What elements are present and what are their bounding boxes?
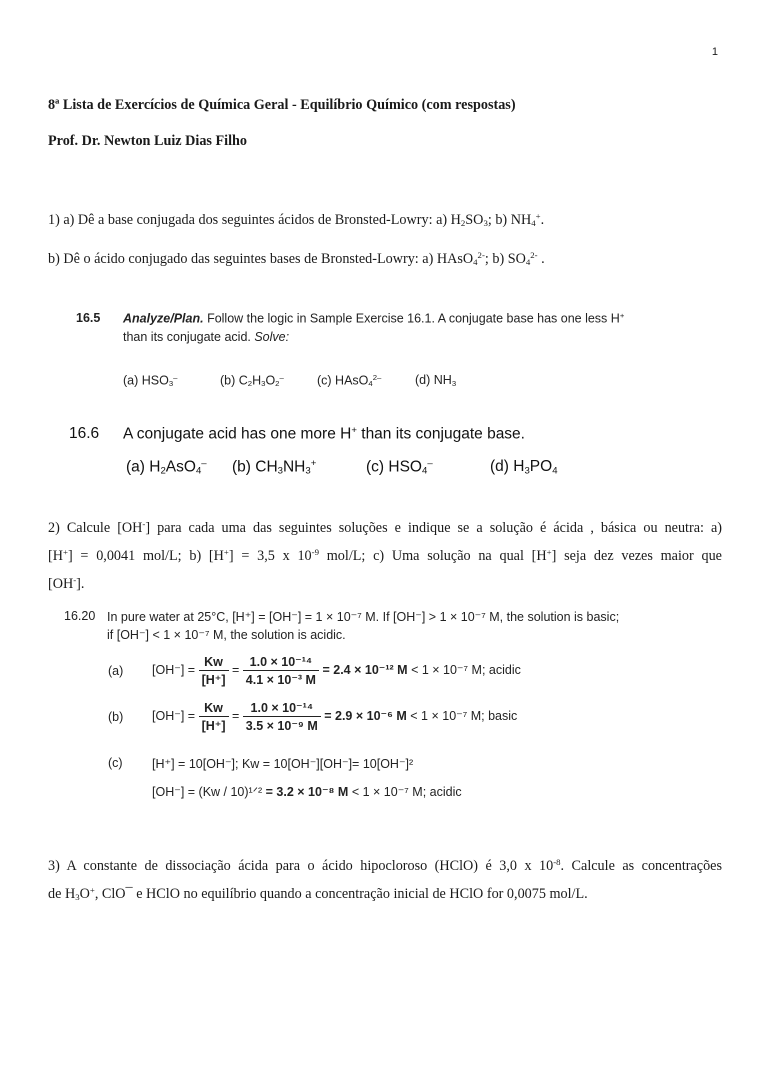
answer-16-6-b: (b) $CH_3NH_3^+$ bbox=[232, 458, 317, 477]
answer-16-20-line1: In pure water at 25°C, [H⁺] = [OH⁻] = 1 × 10⁻⁷ M. If [OH⁻] > 1 × 10⁻⁷ M, the solution is basic; bbox=[107, 610, 620, 624]
answer-16-6-c: (c) $HSO_4^-$ bbox=[366, 458, 433, 477]
answer-16-5-c: (c) HAsO$_4^{2-}$ bbox=[317, 373, 382, 389]
answer-b-label: (b) bbox=[108, 710, 124, 724]
answer-16-20-number: 16.20 bbox=[64, 609, 96, 623]
answer-b-equation: [OH⁻] = $\frac{Kw}{[H^+]}$ = $\frac{\text{1.0 × 10⁻¹⁴}}{\text{3.5 × 10⁻⁹ M}}$ = 2.9 × 10⁻⁶ M < 1 × 10⁻⁷ M; basic bbox=[152, 700, 518, 733]
answer-c-line2: [OH⁻] = (Kw / 10)¹ᐟ² = 3.2 × 10⁻⁸ M < 1 × 10⁻⁷ M; acidic bbox=[152, 785, 462, 799]
question-1a: 1) a) Dê a base conjugada dos seguintes ácidos de Bronsted-Lowry: a) $H_2SO_3$; b) $NH_4^+$. bbox=[48, 211, 545, 229]
answer-c-line1: [H⁺] = 10[OH⁻]; Kw = 10[OH⁻][OH⁻]= 10[OH⁻]² bbox=[152, 757, 414, 771]
question-1b: b) Dê o ácido conjugado das seguintes bases de Bronsted-Lowry: a) HAsO$_4^{2-}$; b) $SO_4^{2-}$ . bbox=[48, 250, 545, 268]
answer-16-5-number: 16.5 bbox=[76, 311, 101, 325]
answer-16-6-a: (a) $H_2AsO_4^-$ bbox=[126, 458, 207, 477]
question-2-line2: [H+] = 0,0041 mol/L; b) [H+] = 3,5 x $10^{-9}$ mol/L; c) Uma solução na qual [H+] seja dez vezes maior que bbox=[48, 547, 722, 564]
question-2-line3: [OH-]. bbox=[48, 575, 85, 592]
question-2-line1: 2) Calcule [OH-] para cada uma das seguintes soluções e indique se a solução é ácida , básica ou neutra: a) bbox=[48, 519, 722, 536]
answer-c-label: (c) bbox=[108, 756, 123, 770]
answer-16-6-text: A conjugate acid has one more H+ than its conjugate base. bbox=[123, 425, 525, 443]
answer-16-5-d: (d) $NH_3$ bbox=[415, 373, 457, 388]
answer-a-equation: [OH⁻] = $\frac{Kw}{[H^+]}$ = $\frac{\text{1.0 × 10⁻¹⁴}}{\text{4.1 × 10⁻³ M}}$ = 2.4 × 10⁻¹² M < 1 × 10⁻⁷ M; acidic bbox=[152, 654, 521, 687]
question-3-line1: 3) A constante de dissociação ácida para o ácido hipocloroso (HClO) é 3,0 x $10^{-8}$. Calcule as concentrações bbox=[48, 857, 722, 874]
answer-a-label: (a) bbox=[108, 664, 124, 678]
author-line: Prof. Dr. Newton Luiz Dias Filho bbox=[48, 133, 248, 149]
answer-16-6-number: 16.6 bbox=[69, 425, 100, 442]
document-title: 8ª Lista de Exercícios de Química Geral - Equilíbrio Químico (com respostas) bbox=[48, 97, 516, 113]
answer-16-20-line2: if [OH⁻] < 1 × 10⁻⁷ M, the solution is acidic. bbox=[107, 628, 346, 642]
question-3-line2: de $H_3O^+$, ClO¯ e HClO no equilíbrio quando a concentração inicial de HClO for 0,0075 mol/L. bbox=[48, 885, 588, 903]
answer-16-5-b: (b) $C_2H_3O_2^-$ bbox=[220, 373, 284, 389]
answer-16-6-d: (d) $H_3PO_4$ bbox=[490, 458, 558, 477]
page-number: 1 bbox=[711, 46, 718, 58]
answer-16-5-line1: Analyze/Plan. Follow the logic in Sample Exercise 16.1. A conjugate base has one less H+ bbox=[123, 311, 625, 326]
answer-16-5-line2: than its conjugate acid. Solve: bbox=[123, 330, 290, 344]
answer-16-5-a: (a) $HSO_3^-$ bbox=[123, 373, 178, 389]
